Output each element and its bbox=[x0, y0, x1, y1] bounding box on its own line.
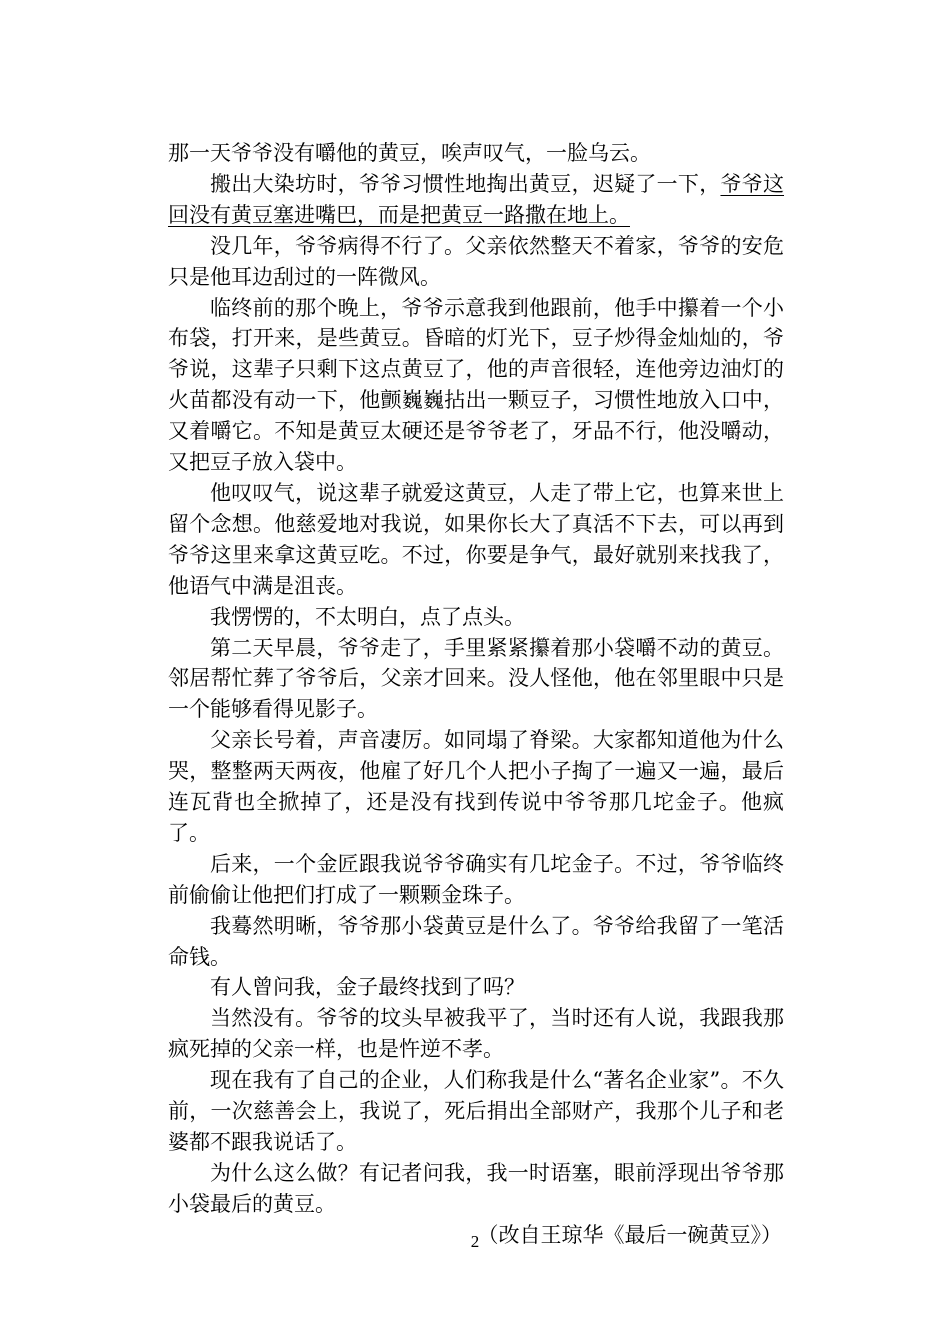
paragraph-6: 我愣愣的，不太明白，点了点头。 bbox=[210, 604, 525, 629]
paragraph-9: 后来，一个金匠跟我说爷爷确实有几坨金子。不过，爷爷临终前偷偷让他把们打成了一颗颗金珠子。 bbox=[168, 851, 784, 907]
paragraph-12: 当然没有。爷爷的坟头早被我平了，当时还有人说，我跟我那疯死掉的父亲一样，也是忤逆不孝。 bbox=[168, 1006, 784, 1062]
source-credit: （改自王琼华《最后一碗黄豆》） bbox=[477, 1222, 782, 1247]
paragraph-13: 现在我有了自己的企业，人们称我是什么“著名企业家”。不久前，一次慈善会上，我说了，死后捐出全部财产，我那个儿子和老婆都不跟我说话了。 bbox=[168, 1068, 784, 1154]
paragraph-7: 第二天早晨，爷爷走了，手里紧紧攥着那小袋嚼不动的黄豆。邻居帮忙葬了爷爷后，父亲才回来。没人怪他，他在邻里眼中只是一个能够看得见影子。 bbox=[168, 635, 784, 722]
paragraph-1: 那一天爷爷没有嚼他的黄豆，唉声叹气，一脸乌云。 bbox=[168, 141, 651, 165]
paragraph-11: 有人曾问我，金子最终找到了吗？ bbox=[210, 975, 525, 1000]
paragraph-2-plain: 搬出大染坊时，爷爷习惯性地掏出黄豆，迟疑了一下， bbox=[210, 171, 721, 196]
page-number: 2 bbox=[470, 1232, 480, 1251]
paragraph-10: 我蓦然明晰，爷爷那小袋黄豆是什么了。爷爷给我留了一笔活命钱。 bbox=[168, 913, 784, 969]
paragraph-4: 临终前的那个晚上，爷爷示意我到他跟前，他手中攥着一个小布袋，打开来，是些黄豆。昏暗的灯光下，豆子炒得金灿灿的，爷爷说，这辈子只剩下这点黄豆了，他的声音很轻，连他旁边油灯的火苗都没有动一下，他颤巍巍拈出一颗豆子，习惯性地放入口中，又着嚼它。不知是黄豆太硬还是爷爷老了，牙品不行，他没嚼动，又把豆子放入袋中。 bbox=[168, 295, 784, 475]
underlined-sentence: 爷爷这回没有黄豆塞进嘴巴，而是把黄豆一路撒在地上。 bbox=[168, 171, 785, 227]
story-text bbox=[168, 138, 784, 1251]
paragraph-5: 他叹叹气，说这辈子就爱这黄豆，人走了带上它，也算来世上留个念想。他慈爱地对我说，如果你长大了真活不下去，可以再到爷爷这里来拿这黄豆吃。不过，你要是争气，最好就别来找我了，他语气中满是沮丧。 bbox=[168, 480, 784, 598]
paragraph-2 bbox=[168, 169, 784, 231]
paragraph-3: 没几年，爷爷病得不行了。父亲依然整天不着家，爷爷的安危只是他耳边刮过的一阵微风。 bbox=[168, 233, 784, 289]
paragraph-8: 父亲长号着，声音凄厉。如同塌了脊梁。大家都知道他为什么哭，整整两天两夜，他雇了好几个人把小子掏了一遍又一遍，最后连瓦背也全掀掉了，还是没有找到传说中爷爷那几坨金子。他疯了。 bbox=[168, 728, 784, 845]
paragraph-14: 为什么这么做？有记者问我，我一时语塞，眼前浮现出爷爷那小袋最后的黄豆。 bbox=[168, 1160, 784, 1216]
